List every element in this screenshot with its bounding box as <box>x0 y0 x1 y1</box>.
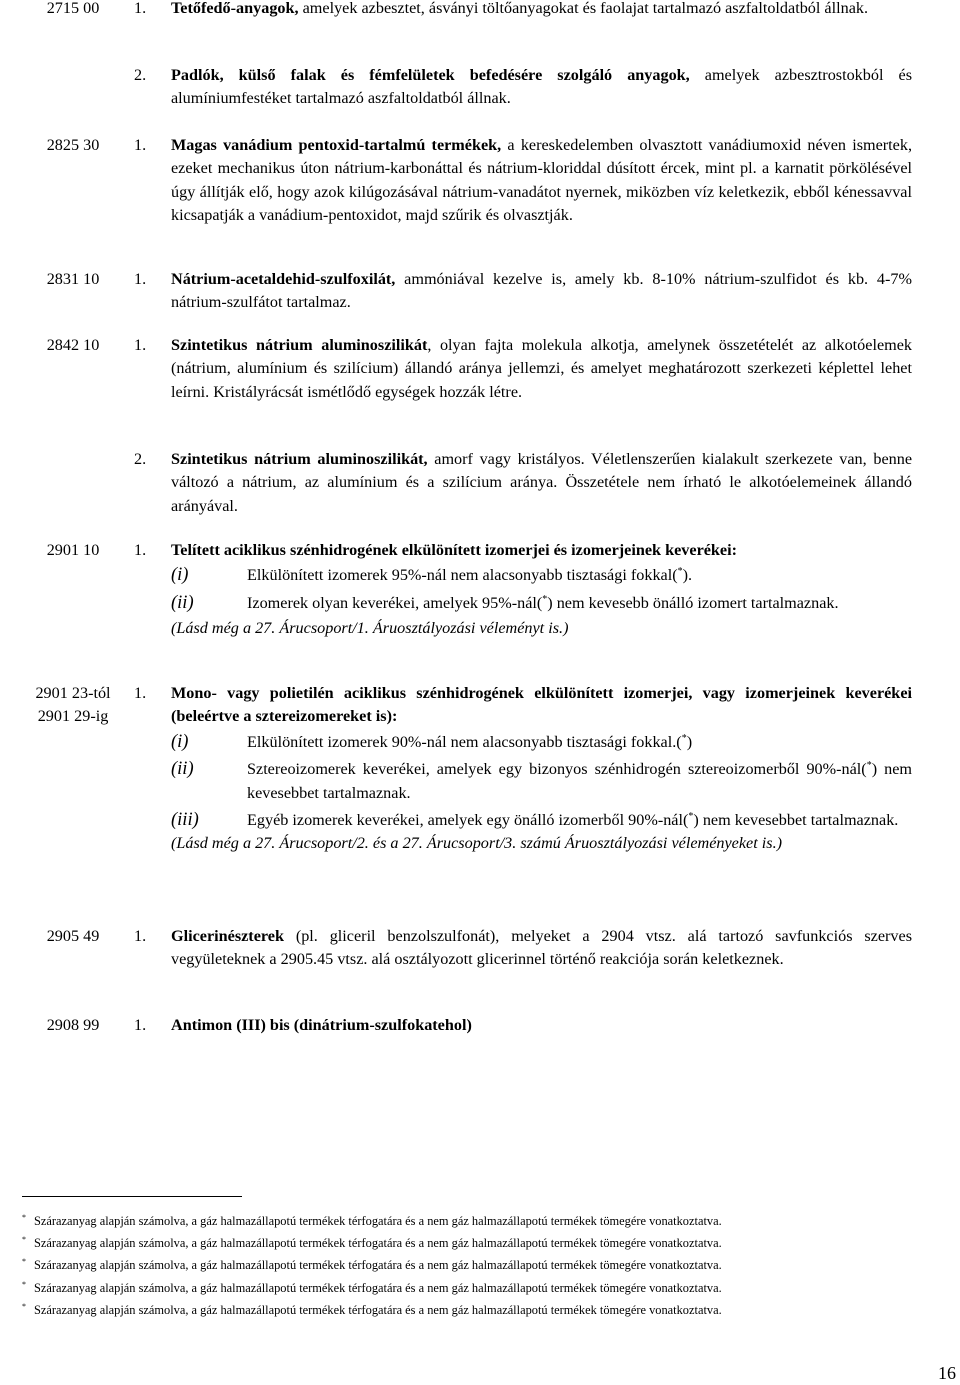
see-also-note: (Lásd még a 27. Árucsoport/1. Áruosztályozási véleményt is.) <box>171 619 569 638</box>
item-number: 1. <box>134 1016 147 1034</box>
tariff-code: 2905 49 <box>46 927 100 945</box>
item-text <box>171 134 912 228</box>
item-title: Nátrium-acetaldehid-szulfoxilát, <box>171 270 396 288</box>
item-number: 2. <box>134 450 147 468</box>
tariff-code: 2901 10 <box>46 541 100 559</box>
footnote <box>22 1232 922 1251</box>
item-number: 1. <box>134 336 147 354</box>
sub-item-label: (i) <box>171 565 189 586</box>
item-text <box>171 448 912 518</box>
sub-item-label: (i) <box>171 731 189 752</box>
item-description: ammóniával kezelve is, amely kb. 8-10% nátrium-szulfidot és kb. 4-7% nátrium-szulfátot tartalmaz. <box>171 270 912 312</box>
item-title: Padlók, külső falak és fémfelületek befedésére szolgáló anyagok, <box>171 66 690 84</box>
tariff-code: 2715 00 <box>46 0 100 17</box>
sub-item-text: Izomerek olyan keverékei, amelyek 95%-nál(*) nem kevesebb önálló izomert tartalmaznak. <box>247 593 839 612</box>
item-title: Antimon (III) bis (dinátrium-szulfokatehol) <box>171 1016 472 1034</box>
item-number: 1. <box>134 541 147 559</box>
item-description: (pl. gliceril benzolszulfonát), melyeket a 2904 vtsz. alá tartozó savfunkciós szerves vegyületeknek a 2905.45 vtsz. alá osztályozott glicerinnel történő reakciója során keletkeznek. <box>171 927 912 969</box>
sub-item-text: Elkülönített izomerek 90%-nál nem alacsonyabb tisztasági fokkal.(*) <box>247 732 693 751</box>
footnote-ref: * <box>866 760 872 772</box>
footnote-mark: * <box>22 1235 26 1244</box>
tariff-code: 2831 10 <box>46 270 100 288</box>
item-title: Szintetikus nátrium aluminoszilikát <box>171 336 428 354</box>
page-number: 16 <box>938 1363 956 1383</box>
sub-item <box>171 592 912 615</box>
footnote <box>22 1210 922 1229</box>
item-text <box>171 1014 912 1037</box>
footnote-separator <box>22 1196 242 1197</box>
item-text <box>171 334 912 404</box>
item-text <box>171 268 912 315</box>
item-text <box>171 925 912 972</box>
item-number: 1. <box>134 684 147 702</box>
item-title: Glicerinészterek <box>171 927 284 945</box>
item-number: 1. <box>134 270 147 288</box>
see-also-note: (Lásd még a 27. Árucsoport/2. és a 27. Árucsoport/3. számú Áruosztályozási véleményeket is.) <box>171 834 783 853</box>
sub-item-text: Sztereoizomerek keverékei, amelyek egy bizonyos szénhidrogén sztereoizomerből 90%-nál(*) nem kevesebbet tartalmaznak. <box>247 760 912 802</box>
item-title: Mono- vagy polietilén aciklikus szénhidrogének elkülönített izomerjei, vagy izomerjeinek keverékei (beleértve a sztereizomereket is): <box>171 684 912 726</box>
sub-item <box>171 809 912 832</box>
footnote-mark: * <box>22 1257 26 1266</box>
footnote-mark: * <box>22 1280 26 1289</box>
footnote-text: Szárazanyag alapján számolva, a gáz halmazállapotú termékek térfogatára és a nem gáz halmazállapotú termékek tömegére vonatkoztatva. <box>34 1303 722 1317</box>
tariff-code-range-end: 2901 29-ig <box>37 707 109 725</box>
item-description: amelyek azbesztrostokból és alumíniumfestéket tartalmazó aszfaltoldatból állnak. <box>171 66 912 108</box>
tariff-code: 2908 99 <box>46 1016 100 1034</box>
footnote-text: Szárazanyag alapján számolva, a gáz halmazállapotú termékek térfogatára és a nem gáz halmazállapotú termékek tömegére vonatkoztatva. <box>34 1214 722 1228</box>
item-title: Telített aciklikus szénhidrogének elkülönített izomerjei és izomerjeinek keverékei: <box>171 541 738 559</box>
footnote <box>22 1299 922 1318</box>
item-description: amorf vagy kristályos. Véletlenszerűen kialakult szerkezete van, benne változó a nátrium, az alumínium és a szilícium aránya. Összetétele nem írható le alkotóelemeinek állandó arányával. <box>171 450 913 515</box>
footnote-mark: * <box>22 1302 26 1311</box>
tariff-code: 2842 10 <box>46 336 100 354</box>
sub-item-label: (iii) <box>171 810 199 831</box>
footnote-ref: * <box>688 811 694 823</box>
footnote-ref: * <box>542 593 548 605</box>
item-title: Tetőfedő-anyagok, <box>171 0 299 17</box>
sub-item-label: (ii) <box>171 592 194 613</box>
item-text <box>171 539 912 641</box>
item-text <box>171 64 912 111</box>
item-description: amelyek azbesztet, ásványi töltőanyagokat és faolajat tartalmazó aszfaltoldatból állnak. <box>298 0 869 17</box>
item-description: a kereskedelemben olvasztott vanádiumoxid néven ismertek, ezeket mechanikus úton nátrium-karbonáttal és nátrium-kloriddal dúsított ércek, mint pl. a karnatit pörkölésével úgy állítják elő, hogy azok kilúgozásával nátrium-vanadátot nyernek, miközben víz keletkezik, ebből kénessavval kicsapatják a vanádium-pentoxidot, majd szűrik és olvasztják. <box>171 136 912 225</box>
item-number: 2. <box>134 66 147 84</box>
sub-item <box>171 731 912 754</box>
footnote-text: Szárazanyag alapján számolva, a gáz halmazállapotú termékek térfogatára és a nem gáz halmazállapotú termékek tömegére vonatkoztatva. <box>34 1236 722 1250</box>
item-number: 1. <box>134 927 147 945</box>
item-title: Magas vanádium pentoxid-tartalmú termékek, <box>171 136 502 154</box>
item-text <box>171 0 912 20</box>
footnote-mark: * <box>22 1213 26 1222</box>
footnote-ref: * <box>681 732 687 744</box>
sub-item-text: Elkülönített izomerek 95%-nál nem alacsonyabb tisztasági fokkal(*). <box>247 566 693 585</box>
sub-item <box>171 758 912 805</box>
sub-item-label: (ii) <box>171 759 194 780</box>
footnote-text: Szárazanyag alapján számolva, a gáz halmazállapotú termékek térfogatára és a nem gáz halmazállapotú termékek tömegére vonatkoztatva. <box>34 1281 722 1295</box>
tariff-code-range-start: 2901 23-tól <box>35 684 111 702</box>
sub-item-text: Egyéb izomerek keverékei, amelyek egy önálló izomerből 90%-nál(*) nem kevesebbet tartalmaznak. <box>247 811 899 830</box>
tariff-code: 2825 30 <box>46 136 100 154</box>
item-number: 1. <box>134 0 147 17</box>
sub-item <box>171 564 912 587</box>
item-description: , olyan fajta molekula alkotja, amelynek összetételét az alkotóelemek (nátrium, alumínium és szilícium) állandó aránya jellemzi, és amelyet meghatározott szerkezeti képlettel lehet leírni. Kristályrácsát ismétlődő egységek hozzák létre. <box>171 336 912 401</box>
footnote-ref: * <box>677 566 683 578</box>
footnote <box>22 1254 922 1273</box>
item-title: Szintetikus nátrium aluminoszilikát, <box>171 450 428 468</box>
item-number: 1. <box>134 136 147 154</box>
footnote <box>22 1277 922 1296</box>
footnote-text: Szárazanyag alapján számolva, a gáz halmazállapotú termékek térfogatára és a nem gáz halmazállapotú termékek tömegére vonatkoztatva. <box>34 1258 722 1272</box>
item-text <box>171 682 912 856</box>
